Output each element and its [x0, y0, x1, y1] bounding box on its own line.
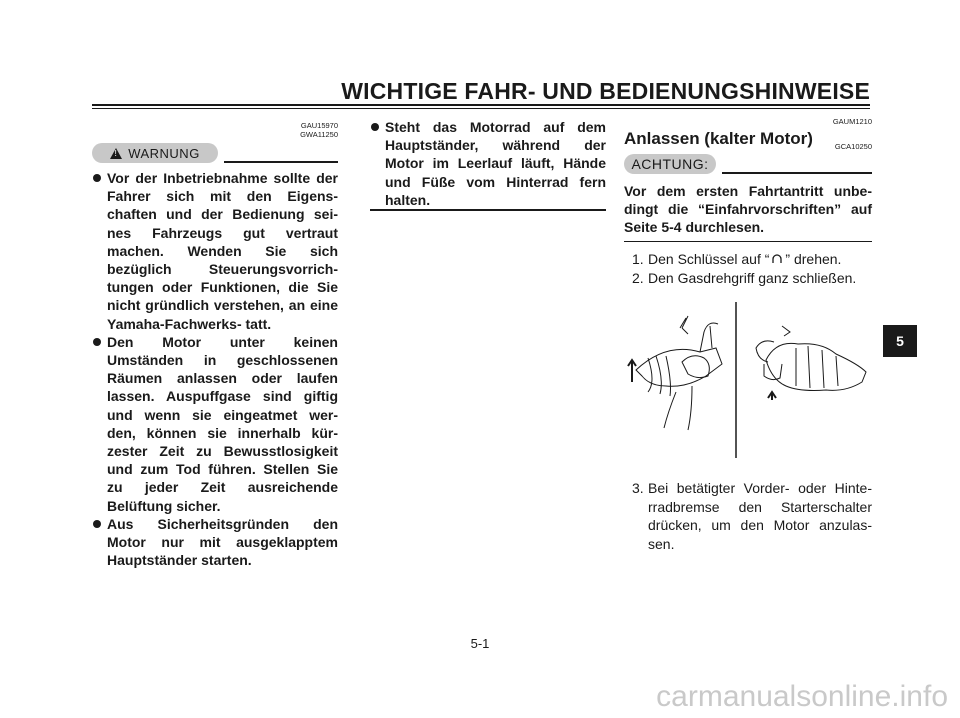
doc-code: GAU15970 — [300, 121, 338, 130]
step-text-key: Den Schlüssel auf “ ” drehen. — [648, 251, 842, 268]
watermark: carmanualsonline.info — [656, 680, 948, 713]
step-item — [624, 479, 872, 553]
warning-label: WARNUNG — [128, 145, 200, 161]
step-item — [624, 250, 872, 269]
caution-header — [624, 154, 872, 176]
warning-rule — [224, 161, 338, 163]
ignition-on-icon — [771, 253, 783, 265]
chapter-tab[interactable]: 5 — [883, 325, 917, 357]
warning-bullet: Aus Sicherheitsgründen den Motor nur mit ausgeklapptem Hauptständer starten. — [92, 515, 338, 570]
step-text: Bei betätigter Vorder- oder Hinte- rradbremse den Starterschalter drücken, um den Motor anzulas- sen. — [648, 480, 872, 552]
warning-bullet: Steht das Motorrad auf dem Hauptständer, während der Motor im Leerlauf läuft, Hände und Füße vom Hinterrad fern halten. — [370, 118, 606, 209]
caution-text: Vor dem ersten Fahrtantritt unbe- dingt die “Einfahrvorschriften” auf Seite 5-4 durchlesen. — [624, 183, 872, 236]
section-title: Anlassen (kalter Motor) — [624, 128, 813, 148]
header-title: WICHTIGE FAHR- UND BEDIENUNGSHINWEISE — [341, 78, 870, 104]
warning-badge — [92, 143, 218, 163]
column-starting-lower — [624, 479, 872, 553]
throttle-illustration — [626, 302, 872, 458]
warning-triangle-icon — [110, 148, 122, 159]
warning-end-rule — [370, 209, 606, 211]
page-number: 5-1 — [470, 636, 490, 651]
step-text: Den Gasdrehgriff ganz schließen. — [648, 269, 857, 286]
caution-badge: ACHTUNG: — [624, 154, 716, 174]
warning-bullet: Den Motor unter keinen Umständen in geschlossenen Räumen anlassen oder laufen lassen. Auspuffgase sind giftig und wenn sie eingeatmet wer- den, können sie innerhalb kür- zester Zeit zu Bewusstlosigkeit und zum Tod führen. Stellen Sie zu jeder Zeit ausreichende Belüftung sicher. — [92, 333, 338, 515]
step-number: 1. — [632, 251, 644, 268]
column-warnings — [92, 122, 338, 569]
header-rule-thin — [92, 108, 870, 109]
doc-code: GAUM1210 — [832, 117, 872, 126]
warning-header — [92, 143, 338, 165]
step-number: 2. — [632, 269, 644, 286]
steps-list — [624, 250, 872, 287]
warning-bullets — [92, 169, 338, 569]
left-hand-drawing — [628, 316, 722, 430]
header-rule-thick — [92, 104, 870, 106]
step-item — [624, 269, 872, 288]
warning-bullet: Vor der Inbetriebnahme sollte der Fahrer sich mit den Eigens- chaften und der Bedienung sei- nes Fahrzeugs gut vertraut machen. Wenden Sie sich bezüglich Steuerungsvorrich- tungen oder Funktionen, die Sie nicht gründlich verstehen, an eine Yamaha-Fachwerks- tatt. — [92, 169, 338, 333]
column-starting — [624, 118, 872, 287]
column-warning-continued — [370, 118, 606, 209]
right-hand-drawing — [756, 326, 866, 400]
caution-end-rule — [624, 241, 872, 243]
doc-code: GWA11250 — [300, 129, 338, 139]
caution-rule — [722, 172, 872, 174]
step-number: 3. — [632, 480, 644, 496]
doc-code: GCA10250 — [834, 141, 872, 151]
